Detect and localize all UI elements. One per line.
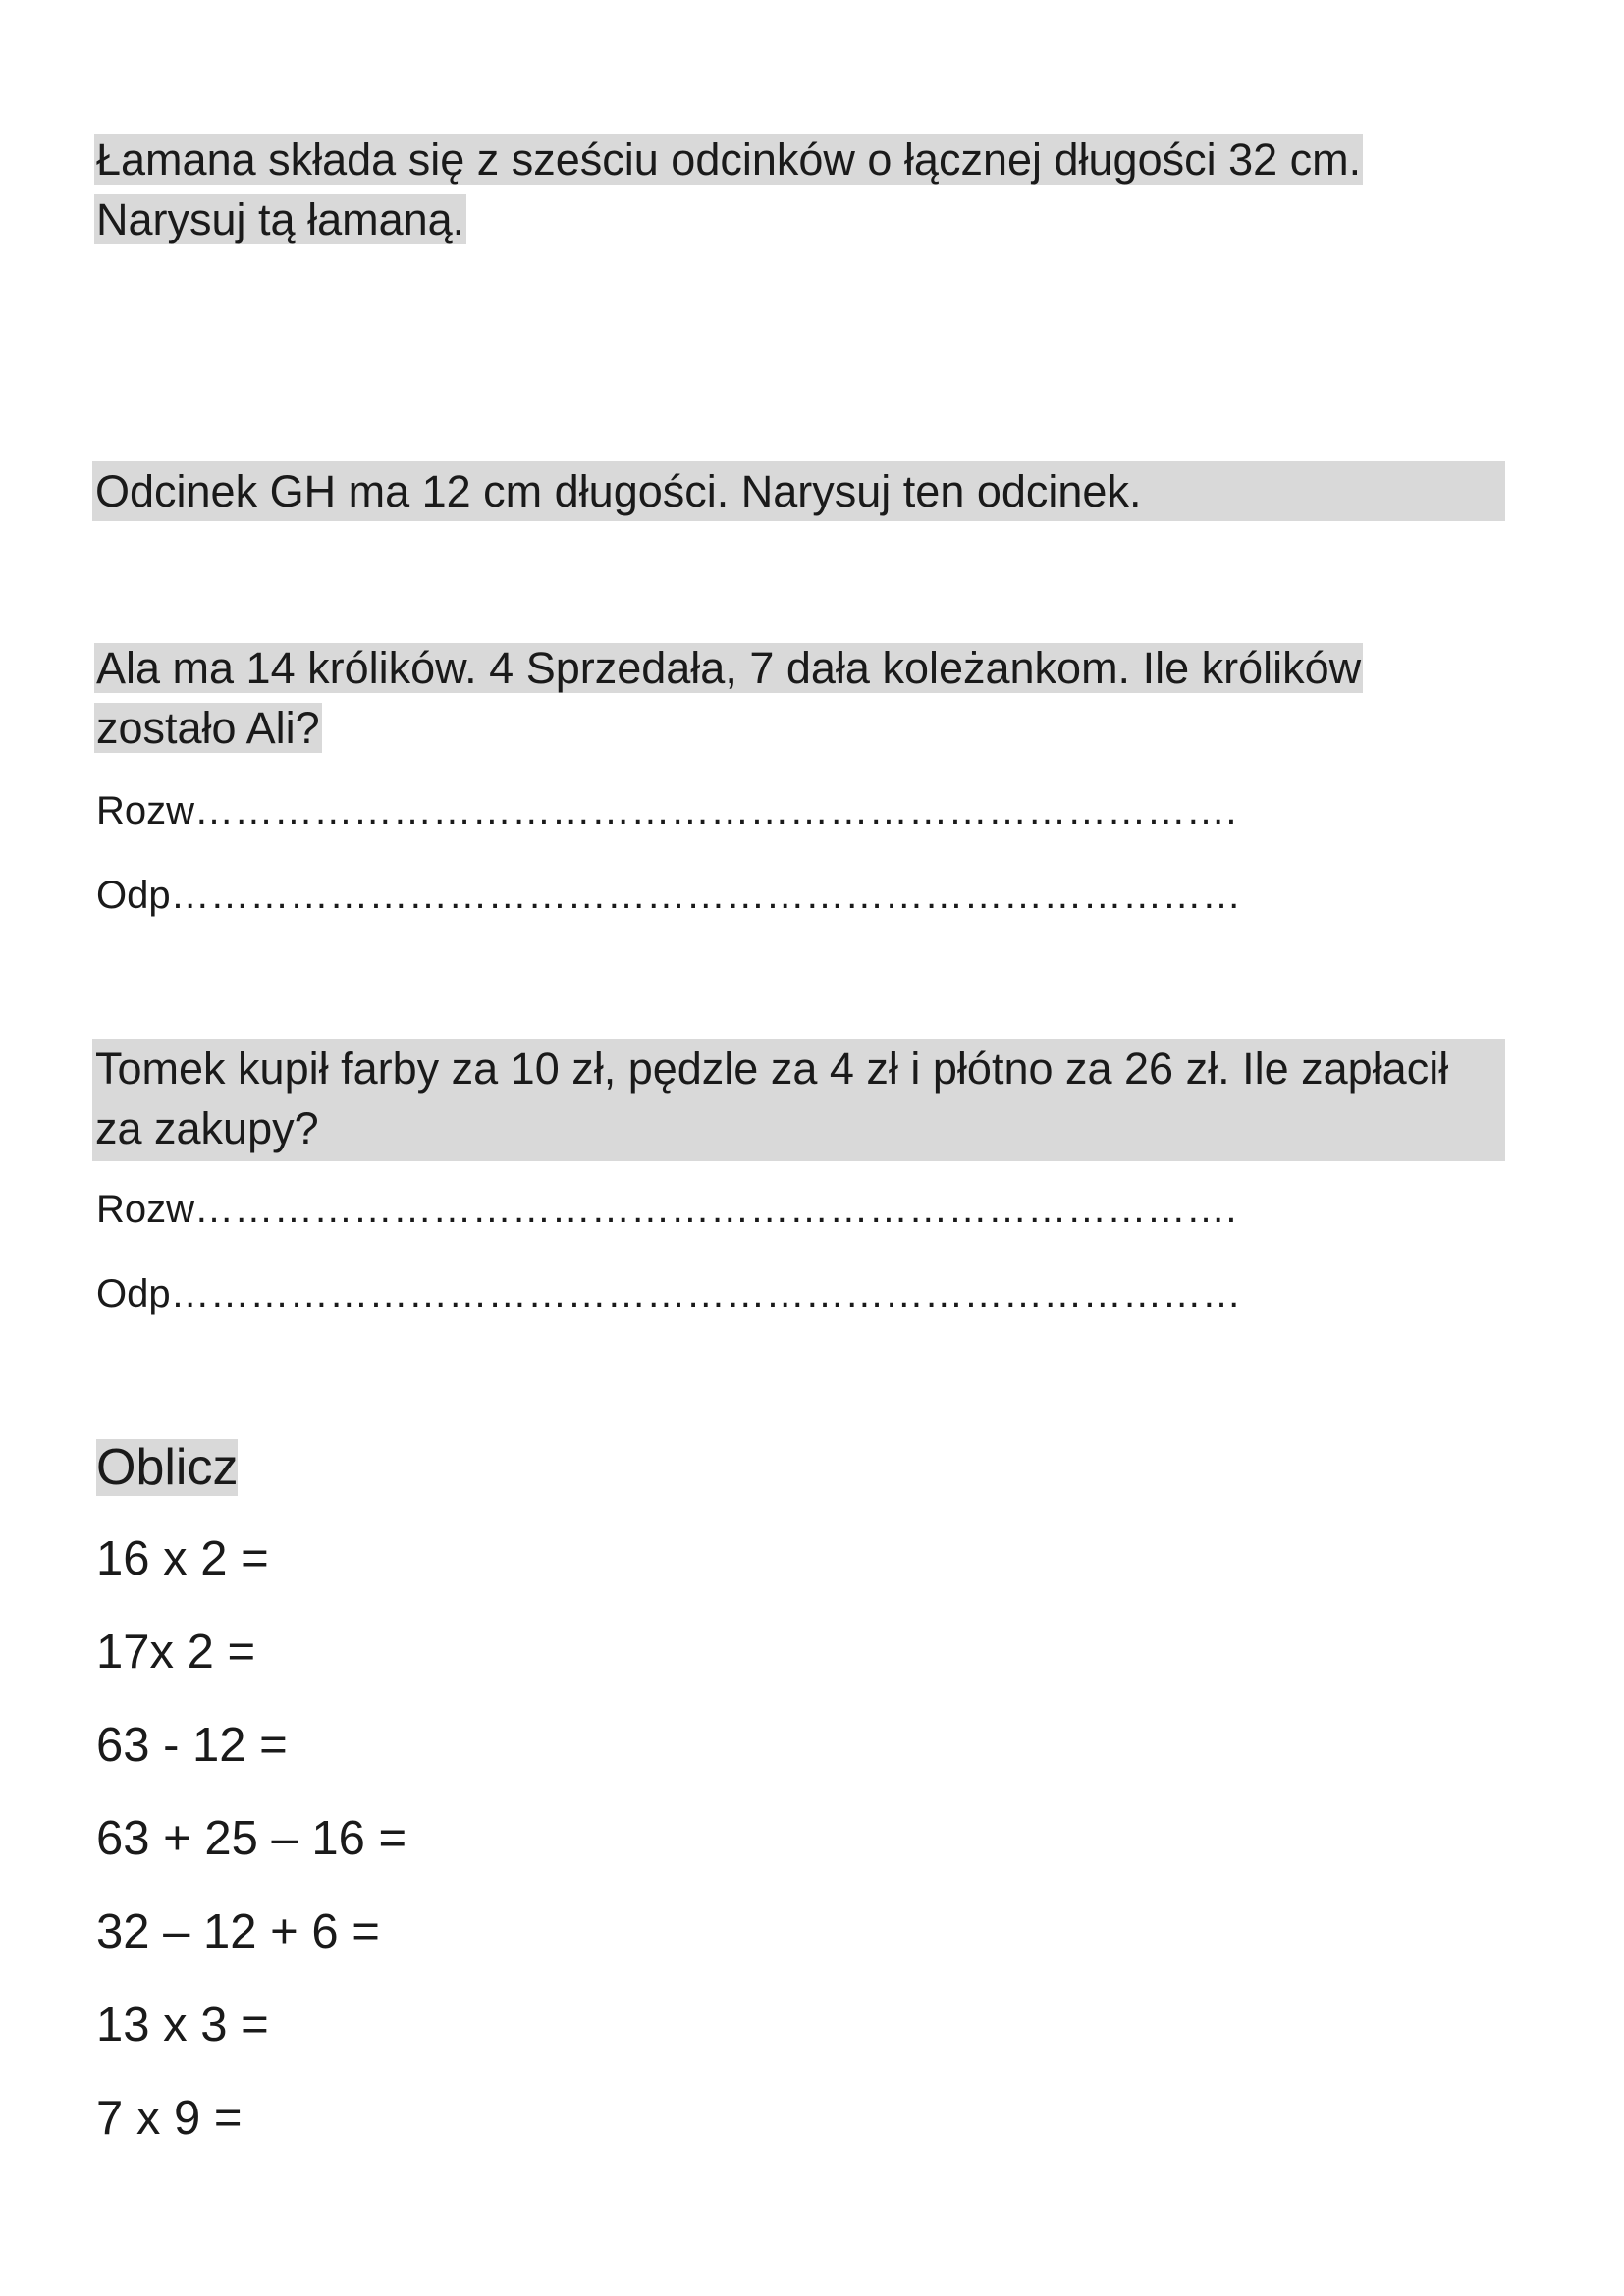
task-purchases [92, 1039, 1505, 1161]
solution-dots: ……………………………………………………………………. [194, 1188, 1237, 1231]
task-purchases-line-2: za zakupy? [95, 1103, 319, 1153]
task-segment-gh-text: Odcinek GH ma 12 cm długości. Narysuj ten odcinek. [95, 466, 1142, 516]
task-rabbits [94, 638, 1363, 758]
task-rabbits-solution-line[interactable] [96, 785, 1237, 836]
task-rabbits-line-1: Ala ma 14 królików. 4 Sprzedała, 7 dała koleżankom. Ile królików [96, 643, 1362, 693]
solution-dots: ……………………………………………………………………. [194, 789, 1237, 832]
task-purchases-answer-line[interactable] [96, 1268, 1241, 1319]
answer-label: Odp [96, 874, 171, 917]
solution-label: Rozw [96, 1188, 195, 1231]
task-polyline [94, 130, 1363, 249]
answer-dots: ……………………………………………………………………… [170, 1272, 1242, 1315]
task-rabbits-answer-line[interactable] [96, 870, 1241, 921]
calc-item: 7 x 9 = [96, 2092, 243, 2145]
solution-label: Rozw [96, 789, 195, 832]
calc-item: 32 – 12 + 6 = [96, 1905, 380, 1958]
calc-item: 13 x 3 = [96, 1999, 269, 2052]
task-purchases-solution-line[interactable] [96, 1184, 1237, 1235]
calc-item: 63 - 12 = [96, 1719, 288, 1772]
task-purchases-line-1: Tomek kupił farby za 10 zł, pędzle za 4 zł i płótno za 26 zł. Ile zapłacił [95, 1043, 1449, 1094]
task-polyline-line-1: Łamana składa się z sześciu odcinków o łącznej długości 32 cm. [96, 134, 1362, 185]
calc-item: 63 + 25 – 16 = [96, 1812, 407, 1865]
compute-heading [96, 1438, 238, 1497]
calc-item: 17x 2 = [96, 1626, 256, 1679]
answer-dots: ……………………………………………………………………… [170, 874, 1242, 917]
task-rabbits-line-2: zostało Ali? [96, 703, 320, 753]
task-polyline-line-2: Narysuj tą łamaną. [96, 194, 465, 244]
calc-item: 16 x 2 = [96, 1532, 269, 1585]
compute-heading-text: Oblicz [96, 1439, 239, 1496]
task-segment-gh [92, 461, 1505, 521]
answer-label: Odp [96, 1272, 171, 1315]
